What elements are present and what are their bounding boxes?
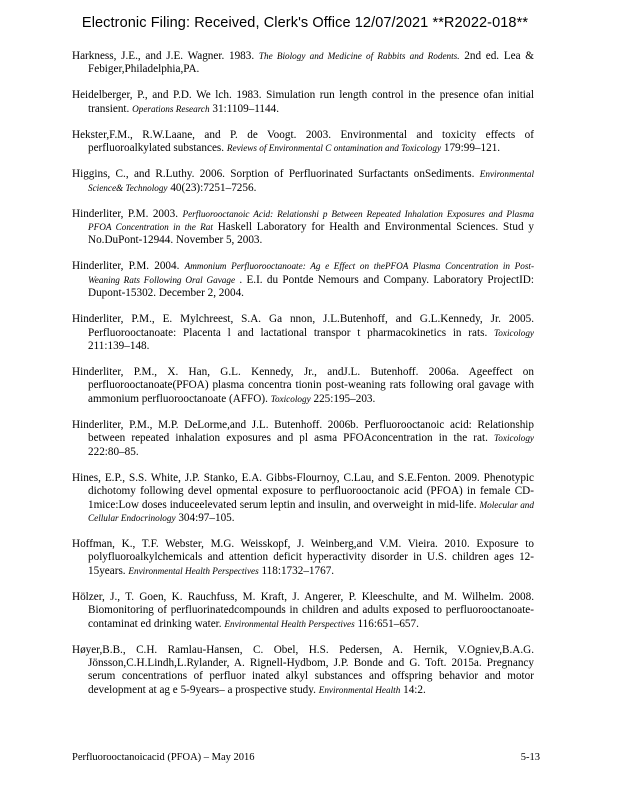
reference-entry (72, 591, 534, 631)
page-footer (72, 752, 540, 763)
reference-citation: 31:1109–1144. (209, 102, 280, 115)
reference-journal: Operations Research (132, 103, 210, 114)
footer-document-title: Perfluorooctanoicacid (PFOA) – May 2016 (72, 752, 255, 763)
reference-journal: Environmental Health Perspectives (128, 565, 259, 576)
reference-citation: . E.I. du Pontde Nemours and Company. Laboratory ProjectID: Dupont-15302. December 2, 2004. (88, 273, 534, 300)
reference-journal: Toxicology (494, 327, 534, 338)
reference-journal: Toxicology (494, 433, 534, 444)
reference-citation: 211:139–148. (88, 340, 150, 353)
reference-entry (72, 168, 534, 195)
reference-text: Hinderliter, P.M. 2004. (72, 260, 185, 273)
reference-text: Hinderliter, P.M. 2003. (72, 207, 183, 220)
reference-text: Hines, E.P., S.S. White, J.P. Stanko, E.A. Gibbs-Flournoy, C.Lau, and S.E.Fenton. 2009. Phenotypic dichotomy following devel opmental exposure to perfluorooctanoic acid (PFOA) in female CD-1mice:Low doses induceelevated serum leptin and insulin, and overweight in mid-life. (72, 471, 534, 511)
reference-citation: 225:195–203. (310, 392, 376, 405)
reference-journal: Perfluorooctanoic Acid: Relationshi p Between Repeated Inhalation Exposures and Plasma PFOA Concentration in the Rat (88, 208, 534, 233)
reference-list (72, 50, 534, 710)
reference-text: Hoffman, K., T.F. Webster, M.G. Weisskopf, J. Weinberg,and V.M. Vieira. 2010. Exposure to polyfluoroalkylchemicals and attention deficit hyperactivity disorder in U.S. children ages 12-15years. (72, 537, 534, 577)
reference-text: Hinderliter, P.M., X. Han, G.L. Kennedy, Jr., andJ.L. Butenhoff. 2006a. Ageeffect on perfluorooctanoate(PFOA) plasma concentra tionin post-weaning rats following oral gavage with ammonium perfluorooctanoate (AFFO). (72, 366, 534, 405)
reference-citation: 14:2. (400, 683, 426, 696)
reference-entry (72, 644, 534, 698)
reference-text: Heidelberger, P., and P.D. We lch. 1983. Simulation run length control in the presence ofan initial transient. (72, 89, 534, 115)
reference-text: Harkness, J.E., and J.E. Wagner. 1983. (72, 50, 259, 62)
reference-citation: 2nd ed. Lea & Febiger,Philadelphia,PA. (88, 50, 534, 76)
reference-journal: Ammonium Perfluorooctanoate: Ag e Effect on thePFOA Plasma Concentration in Post-Weaning Rats Following Oral Gavage (88, 261, 535, 285)
reference-citation: 304:97–105. (175, 511, 235, 524)
filing-stamp: Electronic Filing: Received, Clerk's Office 12/07/2021 **R2022-018** (81, 15, 529, 31)
reference-entry (72, 129, 534, 156)
reference-entry (72, 50, 534, 77)
reference-citation: 179:99–121. (441, 142, 501, 155)
reference-entry (72, 260, 534, 300)
reference-entry (72, 313, 534, 353)
reference-text: Hekster,F.M., R.W.Laane, and P. de Voogt. 2003. Environmental and toxicity effects of perfluoroalkylated substances. (72, 128, 534, 155)
reference-text: Hinderliter, P.M., M.P. DeLorme,and J.L. Butenhoff. 2006b. Perfluorooctanoic acid: Relationship between repeated inhalation exposures and pl asma PFOAconcentration in the rat. (72, 418, 534, 445)
reference-entry (72, 472, 534, 526)
reference-citation: Haskell Laboratory for Health and Environmental Sciences. Stud y No.DuPont-12944. November 5, 2003. (88, 221, 534, 247)
reference-journal: Environmental Health (318, 684, 401, 695)
reference-entry (72, 538, 534, 578)
reference-entry (72, 89, 534, 116)
reference-journal: Environmental Health Perspectives (224, 618, 355, 629)
reference-text: Hölzer, J., T. Goen, K. Rauchfuss, M. Kraft, J. Angerer, P. Kleeschulte, and M. Wilhelm. 2008. Biomonitoring of perfluorinatedcompounds in children and adults exposed to perfluorooctanoate-contaminat ed drinking water. (72, 590, 534, 630)
reference-text: Hinderliter, P.M., E. Mylchreest, S.A. Ga nnon, J.L.Butenhoff, and G.L.Kennedy, Jr. 2005. Perfluorooctanoate: Placenta l and lactational transpor t pharmacokinetics in rats. (72, 313, 534, 339)
reference-citation: 116:651–657. (354, 617, 419, 630)
reference-entry (72, 366, 534, 406)
reference-journal: The Biology and Medicine of Rabbits and Rodents. (258, 51, 460, 61)
page-number: 5-13 (520, 752, 540, 763)
reference-citation: 222:80–85. (88, 445, 139, 458)
reference-citation: 40(23):7251–7256. (167, 181, 257, 194)
reference-citation: 118:1732–1767. (258, 564, 335, 577)
reference-journal: Reviews of Environmental C ontamination and Toxicology (226, 143, 442, 154)
reference-journal: Environmental Science& Technology (88, 169, 534, 193)
reference-entry (72, 208, 534, 248)
reference-text: Higgins, C., and R.Luthy. 2006. Sorption of Perfluorinated Surfactants onSediments. (72, 168, 480, 181)
reference-journal: Toxicology (270, 393, 311, 404)
reference-text: Høyer,B.B., C.H. Ramlau-Hansen, C. Obel, H.S. Pedersen, A. Hernik, V.Ogniev,B.A.G. Jönsson,C.H.Lindh,L.Rylander, A. Rignell-Hydbom, J.P. Bonde and G. Toft. 2015a. Pregnancy serum concentrations of perfluor inated alkyl substances and offspring behavior and motor development at ag e 5-9years– a prospective study. (72, 643, 534, 696)
reference-journal: Molecular and Cellular Endocrinology (88, 499, 534, 523)
reference-entry (72, 419, 534, 459)
